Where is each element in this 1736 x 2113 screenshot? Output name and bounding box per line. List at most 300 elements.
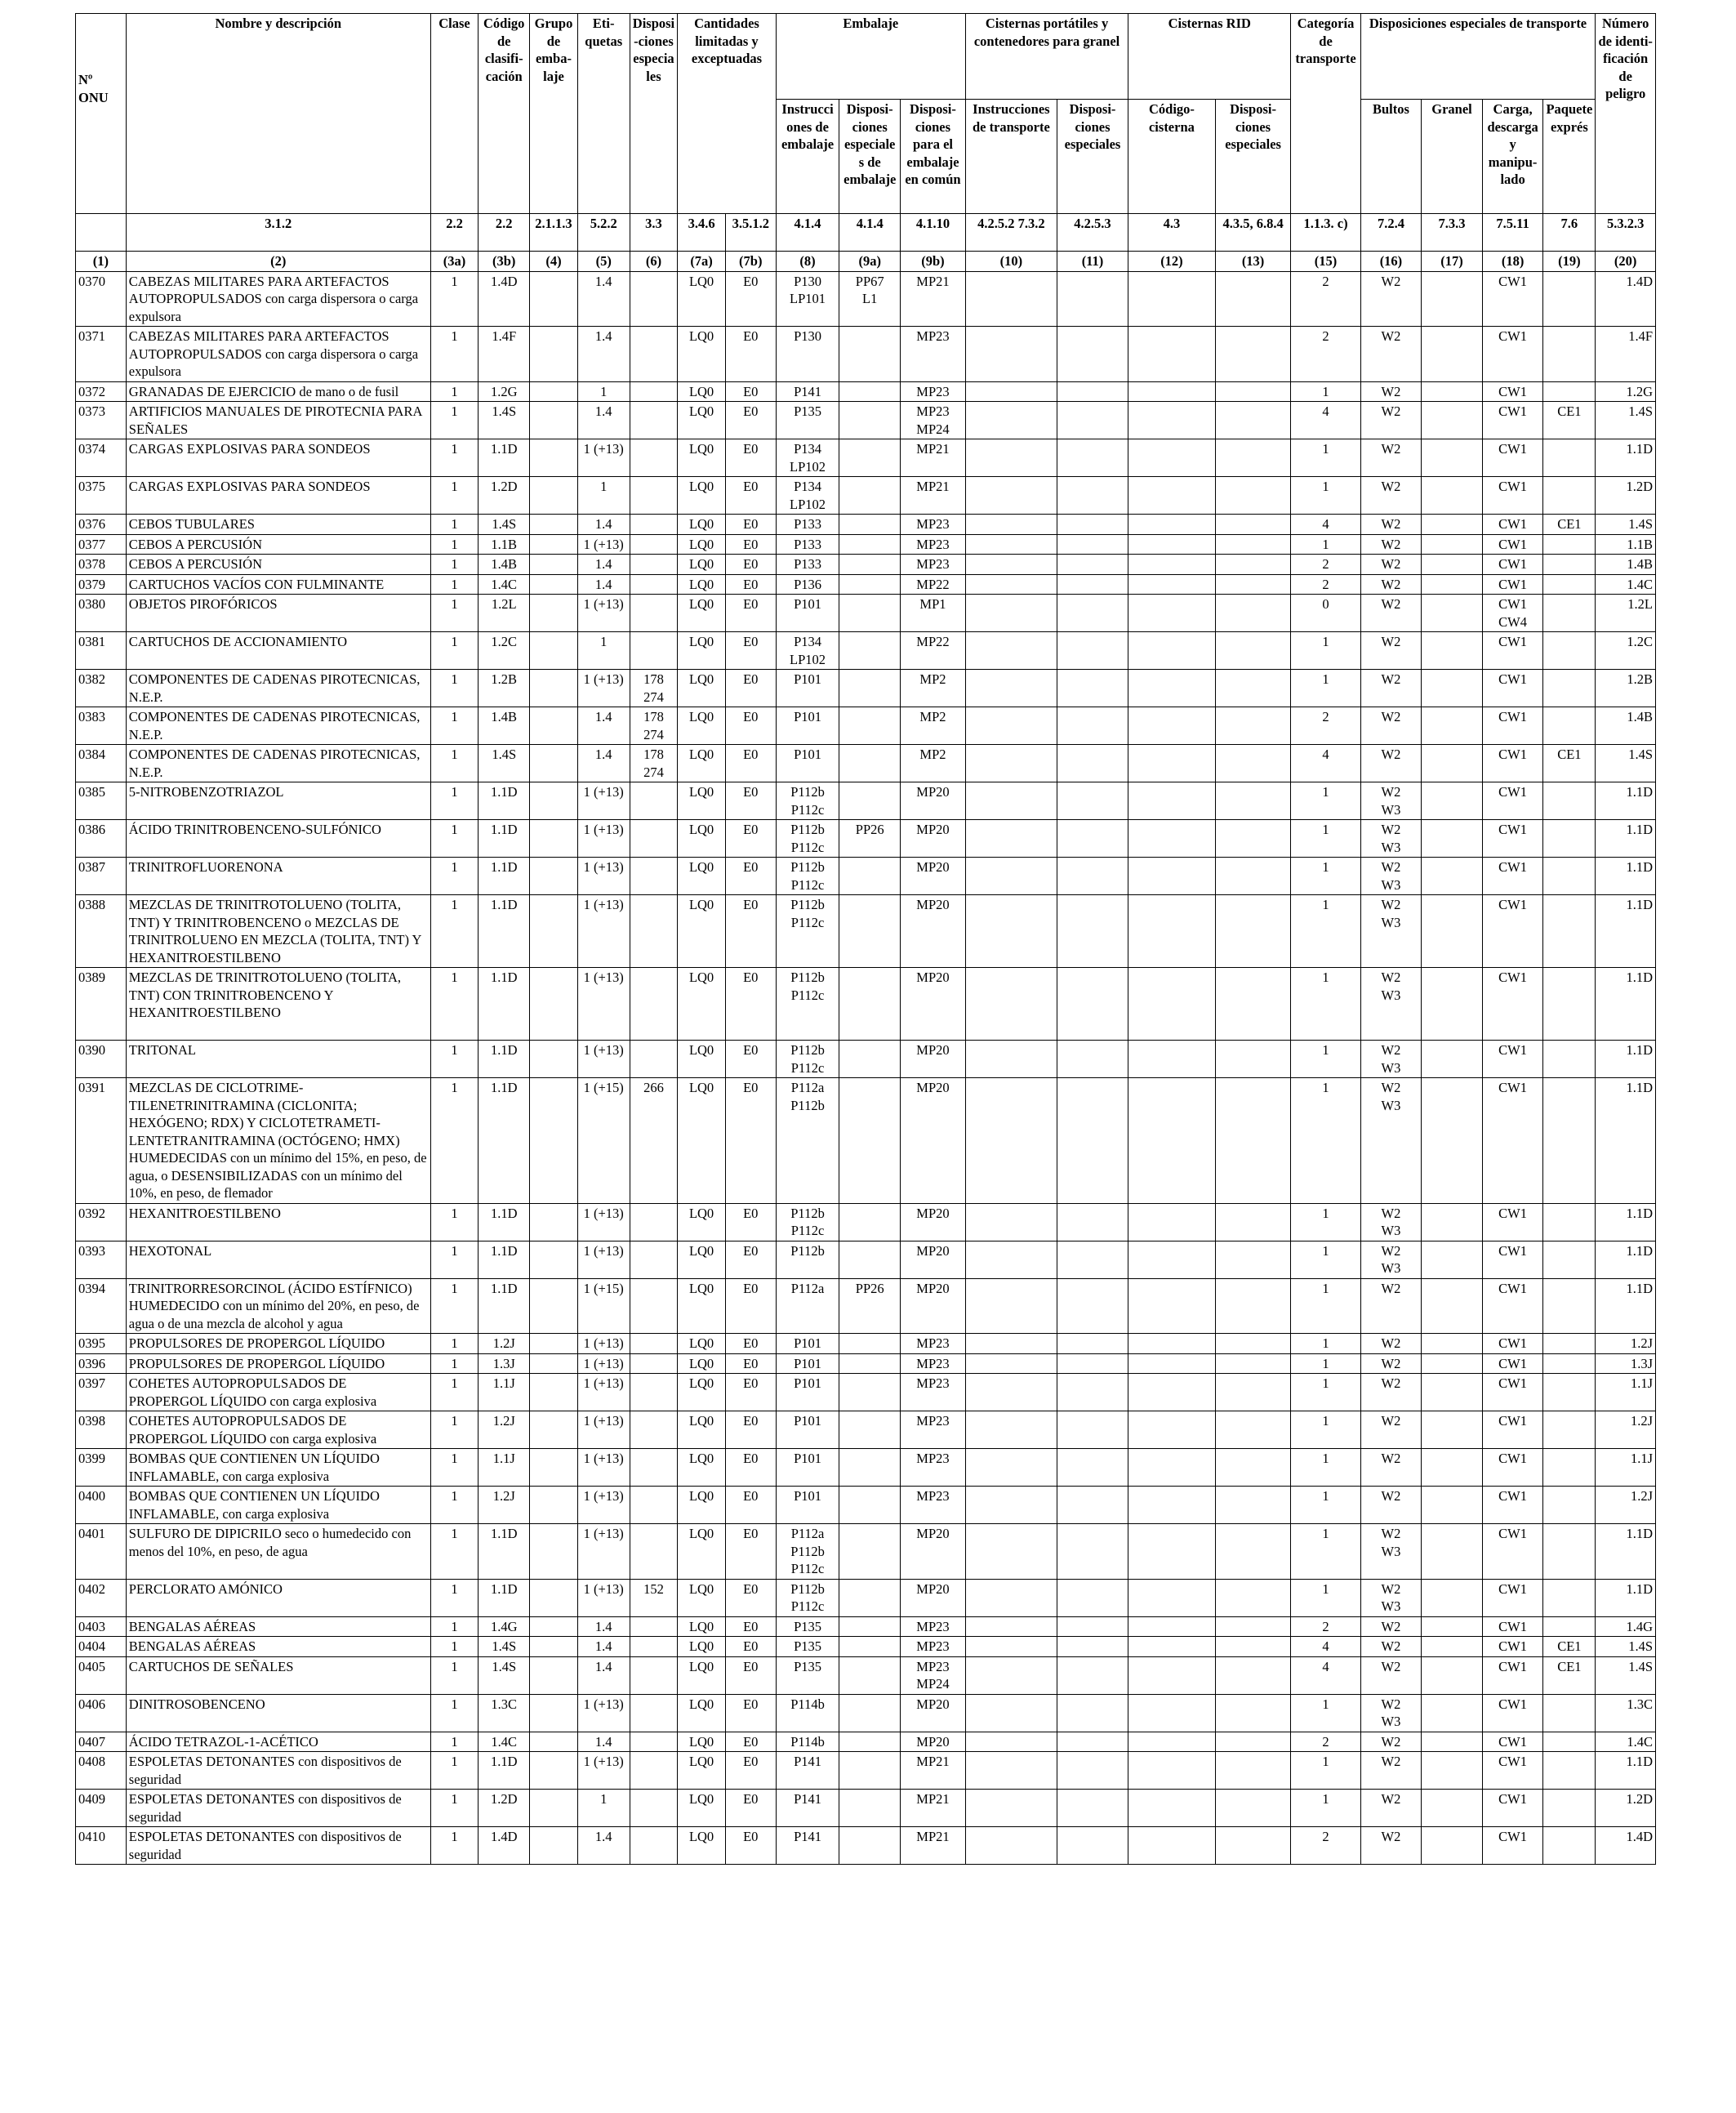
cell-lq: LQ0: [678, 1411, 726, 1449]
cell-codigo: 1.2B: [479, 670, 530, 707]
cell-disp-esp-cp: [1057, 439, 1128, 477]
cell-disp-esp-cp: [1057, 1278, 1128, 1334]
cell-disp-esp-embalaje: [839, 1078, 901, 1204]
cell-etiquetas: 1.4: [577, 1616, 630, 1637]
cell-onu: 0391: [76, 1078, 127, 1204]
col-number-cell: (1): [76, 252, 127, 272]
cell-instr-transporte: [965, 1278, 1057, 1334]
cell-disp-embalaje-comun: MP23 MP24: [901, 1656, 966, 1694]
cell-lq: LQ0: [678, 1334, 726, 1354]
cell-numero-peligro: 1.1D: [1596, 968, 1656, 1041]
table-row: [76, 439, 1656, 477]
cell-disp-esp: [630, 782, 678, 820]
cell-disp-esp-embalaje: [839, 1203, 901, 1241]
cell-granel: [1422, 1411, 1483, 1449]
cell-paquete: [1543, 1241, 1596, 1278]
cell-instr-transporte: [965, 632, 1057, 670]
cell-disp-esp-rid: [1215, 632, 1291, 670]
cell-codigo: 1.4S: [479, 402, 530, 439]
cell-carga: CW1: [1482, 1041, 1543, 1078]
cell-onu: 0376: [76, 515, 127, 535]
cell-numero-peligro: 1.4S: [1596, 515, 1656, 535]
cell-instr-embalaje: P101: [776, 1449, 839, 1487]
cell-onu: 0373: [76, 402, 127, 439]
col-number-cell: (13): [1215, 252, 1291, 272]
cell-bultos: W2: [1360, 1374, 1422, 1411]
cell-disp-esp-rid: [1215, 1732, 1291, 1752]
cell-paquete: [1543, 555, 1596, 575]
cell-lq: LQ0: [678, 1752, 726, 1790]
cell-clase: 1: [430, 1241, 479, 1278]
cell-etiquetas: 1 (+13): [577, 595, 630, 632]
cell-disp-embalaje-comun: MP23: [901, 381, 966, 402]
cell-paquete: [1543, 1579, 1596, 1616]
cell-etiquetas: 1.4: [577, 271, 630, 327]
column-number-row: [76, 252, 1656, 272]
cell-disp-esp-cp: [1057, 1078, 1128, 1204]
cell-clase: 1: [430, 632, 479, 670]
cell-lq: LQ0: [678, 381, 726, 402]
cell-clase: 1: [430, 895, 479, 968]
cell-e: E0: [725, 402, 776, 439]
cell-onu: 0372: [76, 381, 127, 402]
cell-disp-esp: [630, 1524, 678, 1580]
cell-granel: [1422, 632, 1483, 670]
cell-onu: 0377: [76, 534, 127, 555]
cell-categoria: 1: [1291, 1041, 1360, 1078]
cell-carga: CW1: [1482, 1656, 1543, 1694]
cell-codigo-cisterna: [1128, 1278, 1216, 1334]
cell-carga: CW1: [1482, 895, 1543, 968]
cell-instr-embalaje: P133: [776, 534, 839, 555]
cell-nombre: BENGALAS AÉREAS: [126, 1637, 430, 1657]
cell-codigo: 1.2J: [479, 1487, 530, 1524]
cell-clase: 1: [430, 477, 479, 515]
cell-instr-embalaje: P112a P112b P112c: [776, 1524, 839, 1580]
cell-granel: [1422, 782, 1483, 820]
cell-instr-embalaje: P134 LP102: [776, 632, 839, 670]
cell-codigo-cisterna: [1128, 534, 1216, 555]
cell-clase: 1: [430, 707, 479, 745]
cell-codigo-cisterna: [1128, 1411, 1216, 1449]
cell-onu: 0406: [76, 1694, 127, 1732]
cell-disp-esp: [630, 555, 678, 575]
cell-clase: 1: [430, 1732, 479, 1752]
cell-grupo: [530, 1374, 578, 1411]
cell-etiquetas: 1.4: [577, 1656, 630, 1694]
cell-codigo-cisterna: [1128, 895, 1216, 968]
cell-carga: CW1: [1482, 477, 1543, 515]
cell-paquete: [1543, 534, 1596, 555]
cell-granel: [1422, 555, 1483, 575]
cell-disp-esp-cp: [1057, 555, 1128, 575]
cell-clase: 1: [430, 782, 479, 820]
cell-onu: 0382: [76, 670, 127, 707]
ref-cell: 3.1.2: [126, 214, 430, 252]
cell-etiquetas: 1 (+13): [577, 968, 630, 1041]
cell-instr-embalaje: P130: [776, 327, 839, 382]
cell-grupo: [530, 574, 578, 595]
ref-cell: 4.2.5.2 7.3.2: [965, 214, 1057, 252]
cell-etiquetas: 1 (+13): [577, 1524, 630, 1580]
cell-codigo: 1.1D: [479, 1278, 530, 1334]
cell-disp-esp: [630, 1278, 678, 1334]
cell-e: E0: [725, 381, 776, 402]
cell-nombre: COHETES AUTOPROPULSADOS DE PROPERGOL LÍQUIDO con carga explosiva: [126, 1411, 430, 1449]
cell-etiquetas: 1: [577, 632, 630, 670]
cell-disp-esp-cp: [1057, 745, 1128, 782]
cell-e: E0: [725, 1203, 776, 1241]
cell-nombre: BOMBAS QUE CONTIENEN UN LÍQUIDO INFLAMABLE, con carga explosiva: [126, 1449, 430, 1487]
cell-carga: CW1: [1482, 782, 1543, 820]
cell-lq: LQ0: [678, 439, 726, 477]
cell-codigo-cisterna: [1128, 858, 1216, 895]
col-number-cell: (5): [577, 252, 630, 272]
cell-bultos: W2: [1360, 515, 1422, 535]
cell-grupo: [530, 402, 578, 439]
cell-disp-esp: 178 274: [630, 670, 678, 707]
col-number-cell: (7b): [725, 252, 776, 272]
cell-disp-embalaje-comun: MP20: [901, 1694, 966, 1732]
cell-instr-transporte: [965, 574, 1057, 595]
cell-disp-embalaje-comun: MP23: [901, 515, 966, 535]
cell-etiquetas: 1.4: [577, 1732, 630, 1752]
cell-nombre: MEZCLAS DE TRINITROTOLUENO (TOLITA, TNT) CON TRINITROBENCENO Y HEXANITROESTILBENO: [126, 968, 430, 1041]
cell-nombre: ÁCIDO TRINITROBENCENO-SULFÓNICO: [126, 820, 430, 858]
cell-disp-esp-cp: [1057, 1616, 1128, 1637]
cell-numero-peligro: 1.1J: [1596, 1374, 1656, 1411]
cell-e: E0: [725, 271, 776, 327]
cell-e: E0: [725, 782, 776, 820]
cell-disp-esp-cp: [1057, 820, 1128, 858]
cell-etiquetas: 1.4: [577, 1827, 630, 1865]
cell-disp-esp-rid: [1215, 477, 1291, 515]
cell-etiquetas: 1.4: [577, 515, 630, 535]
cell-etiquetas: 1 (+13): [577, 782, 630, 820]
cell-disp-esp-cp: [1057, 632, 1128, 670]
cell-disp-esp-rid: [1215, 555, 1291, 575]
cell-disp-esp-cp: [1057, 1374, 1128, 1411]
cell-instr-transporte: [965, 1524, 1057, 1580]
cell-disp-esp-embalaje: PP26: [839, 1278, 901, 1334]
cell-clase: 1: [430, 1790, 479, 1827]
cell-nombre: COMPONENTES DE CADENAS PIROTECNICAS, N.E.P.: [126, 670, 430, 707]
cell-disp-embalaje-comun: MP23: [901, 534, 966, 555]
cell-instr-embalaje: P134 LP102: [776, 477, 839, 515]
cell-bultos: W2: [1360, 1752, 1422, 1790]
cell-disp-esp-rid: [1215, 1790, 1291, 1827]
cell-paquete: [1543, 670, 1596, 707]
cell-paquete: CE1: [1543, 1637, 1596, 1657]
cell-codigo-cisterna: [1128, 1790, 1216, 1827]
col-disp-embalaje-comun: Disposi-ciones para el embalaje en común: [901, 100, 966, 214]
cell-disp-esp-cp: [1057, 1732, 1128, 1752]
table-row: [76, 534, 1656, 555]
cell-codigo-cisterna: [1128, 1637, 1216, 1657]
cell-carga: CW1: [1482, 1353, 1543, 1374]
cell-granel: [1422, 1637, 1483, 1657]
cell-clase: 1: [430, 858, 479, 895]
cell-categoria: 4: [1291, 745, 1360, 782]
cell-disp-esp-rid: [1215, 1579, 1291, 1616]
cell-nombre: PROPULSORES DE PROPERGOL LÍQUIDO: [126, 1334, 430, 1354]
cell-categoria: 1: [1291, 1449, 1360, 1487]
cell-disp-esp-cp: [1057, 477, 1128, 515]
cell-disp-embalaje-comun: MP23 MP24: [901, 402, 966, 439]
cell-carga: CW1: [1482, 402, 1543, 439]
cell-instr-embalaje: P114b: [776, 1694, 839, 1732]
cell-clase: 1: [430, 968, 479, 1041]
cell-e: E0: [725, 1694, 776, 1732]
cell-carga: CW1: [1482, 968, 1543, 1041]
cell-codigo-cisterna: [1128, 782, 1216, 820]
cell-instr-embalaje: P101: [776, 1487, 839, 1524]
cell-disp-esp-embalaje: [839, 968, 901, 1041]
cell-grupo: [530, 327, 578, 382]
cell-codigo-cisterna: [1128, 1827, 1216, 1865]
table-row: [76, 968, 1656, 1041]
cell-grupo: [530, 670, 578, 707]
cell-disp-esp-rid: [1215, 1203, 1291, 1241]
cell-instr-embalaje: P101: [776, 1353, 839, 1374]
cell-disp-esp: [630, 534, 678, 555]
cell-carga: CW1: [1482, 632, 1543, 670]
cell-nombre: CABEZAS MILITARES PARA ARTEFACTOS AUTOPROPULSADOS con carga dispersora o carga expulsora: [126, 327, 430, 382]
cell-categoria: 1: [1291, 1694, 1360, 1732]
cell-paquete: [1543, 1278, 1596, 1334]
cell-paquete: [1543, 1524, 1596, 1580]
cell-bultos: W2: [1360, 477, 1422, 515]
cell-instr-embalaje: P141: [776, 381, 839, 402]
table-row: [76, 1752, 1656, 1790]
cell-disp-esp-rid: [1215, 968, 1291, 1041]
cell-instr-embalaje: P112b P112c: [776, 1041, 839, 1078]
cell-instr-embalaje: P141: [776, 1752, 839, 1790]
col-disp-esp: Disposi-ciones especiales: [630, 14, 678, 214]
col-bultos: Bultos: [1360, 100, 1422, 214]
cell-categoria: 1: [1291, 1579, 1360, 1616]
cell-disp-embalaje-comun: MP20: [901, 1524, 966, 1580]
col-number-cell: (2): [126, 252, 430, 272]
cell-disp-esp-embalaje: [839, 1732, 901, 1752]
cell-lq: LQ0: [678, 515, 726, 535]
cell-granel: [1422, 402, 1483, 439]
cell-lq: LQ0: [678, 968, 726, 1041]
cell-numero-peligro: 1.2L: [1596, 595, 1656, 632]
ref-cell: 1.1.3. c): [1291, 214, 1360, 252]
cell-codigo: 1.1D: [479, 1041, 530, 1078]
cell-paquete: CE1: [1543, 745, 1596, 782]
cell-onu: 0371: [76, 327, 127, 382]
cell-numero-peligro: 1.4C: [1596, 574, 1656, 595]
cell-bultos: W2 W3: [1360, 1524, 1422, 1580]
cell-disp-esp-rid: [1215, 534, 1291, 555]
cell-disp-esp-rid: [1215, 1241, 1291, 1278]
cell-disp-esp: [630, 1411, 678, 1449]
cell-clase: 1: [430, 1353, 479, 1374]
cell-disp-esp-embalaje: [839, 1411, 901, 1449]
cell-clase: 1: [430, 1411, 479, 1449]
cell-granel: [1422, 1487, 1483, 1524]
cell-e: E0: [725, 745, 776, 782]
cell-paquete: [1543, 1078, 1596, 1204]
cell-nombre: CARTUCHOS DE SEÑALES: [126, 1656, 430, 1694]
cell-bultos: W2 W3: [1360, 1579, 1422, 1616]
cell-categoria: 2: [1291, 1827, 1360, 1865]
cell-codigo: 1.4B: [479, 555, 530, 575]
cell-disp-esp-embalaje: [839, 1487, 901, 1524]
cell-nombre: ARTIFICIOS MANUALES DE PIROTECNIA PARA SEÑALES: [126, 402, 430, 439]
cell-codigo-cisterna: [1128, 670, 1216, 707]
cell-numero-peligro: 1.2J: [1596, 1411, 1656, 1449]
cell-codigo-cisterna: [1128, 402, 1216, 439]
cell-codigo-cisterna: [1128, 707, 1216, 745]
cell-bultos: W2: [1360, 595, 1422, 632]
cell-onu: 0393: [76, 1241, 127, 1278]
cell-disp-esp: [630, 477, 678, 515]
cell-disp-embalaje-comun: MP20: [901, 1278, 966, 1334]
cell-onu: 0399: [76, 1449, 127, 1487]
cell-disp-embalaje-comun: MP23: [901, 1616, 966, 1637]
cell-nombre: ESPOLETAS DETONANTES con dispositivos de seguridad: [126, 1752, 430, 1790]
cell-codigo-cisterna: [1128, 595, 1216, 632]
cell-disp-esp: [630, 271, 678, 327]
cell-etiquetas: 1.4: [577, 327, 630, 382]
cell-disp-embalaje-comun: MP23: [901, 1353, 966, 1374]
cell-disp-esp-cp: [1057, 595, 1128, 632]
cell-disp-esp-embalaje: [839, 1579, 901, 1616]
cell-categoria: 1: [1291, 858, 1360, 895]
cell-codigo: 1.1D: [479, 968, 530, 1041]
cell-numero-peligro: 1.4S: [1596, 402, 1656, 439]
cell-numero-peligro: 1.1D: [1596, 782, 1656, 820]
cell-clase: 1: [430, 381, 479, 402]
cell-granel: [1422, 1656, 1483, 1694]
cell-codigo: 1.2C: [479, 632, 530, 670]
cell-lq: LQ0: [678, 1041, 726, 1078]
cell-nombre: SULFURO DE DIPICRILO seco o humedecido con menos del 10%, en peso, de agua: [126, 1524, 430, 1580]
cell-instr-transporte: [965, 1732, 1057, 1752]
cell-disp-esp-cp: [1057, 1449, 1128, 1487]
cell-lq: LQ0: [678, 820, 726, 858]
cell-granel: [1422, 1449, 1483, 1487]
cell-disp-esp: [630, 574, 678, 595]
col-codigo-cisterna: Código-cisterna: [1128, 100, 1216, 214]
cell-disp-esp: [630, 1334, 678, 1354]
cell-onu: 0389: [76, 968, 127, 1041]
table-row: [76, 1579, 1656, 1616]
cell-e: E0: [725, 1656, 776, 1694]
cell-codigo: 1.4S: [479, 515, 530, 535]
cell-e: E0: [725, 1524, 776, 1580]
cell-codigo-cisterna: [1128, 968, 1216, 1041]
cell-lq: LQ0: [678, 1732, 726, 1752]
cell-nombre: ESPOLETAS DETONANTES con dispositivos de seguridad: [126, 1790, 430, 1827]
table-header: [76, 14, 1656, 272]
cell-codigo-cisterna: [1128, 745, 1216, 782]
col-granel: Granel: [1422, 100, 1483, 214]
cell-carga: CW1: [1482, 555, 1543, 575]
cell-instr-transporte: [965, 1241, 1057, 1278]
cell-codigo-cisterna: [1128, 1374, 1216, 1411]
cell-e: E0: [725, 820, 776, 858]
cell-disp-esp-rid: [1215, 1524, 1291, 1580]
cell-etiquetas: 1.4: [577, 574, 630, 595]
cell-paquete: [1543, 1411, 1596, 1449]
cell-disp-esp: [630, 1694, 678, 1732]
cell-numero-peligro: 1.4F: [1596, 327, 1656, 382]
cell-codigo: 1.2L: [479, 595, 530, 632]
cell-disp-esp: 178 274: [630, 745, 678, 782]
cell-carga: CW1: [1482, 1374, 1543, 1411]
cell-disp-esp-cp: [1057, 1694, 1128, 1732]
cell-carga: CW1: [1482, 1241, 1543, 1278]
cell-onu: 0403: [76, 1616, 127, 1637]
cell-etiquetas: 1 (+13): [577, 1694, 630, 1732]
cell-disp-esp-cp: [1057, 707, 1128, 745]
cell-etiquetas: 1 (+15): [577, 1278, 630, 1334]
cell-disp-esp-rid: [1215, 1041, 1291, 1078]
table-row: [76, 745, 1656, 782]
cell-instr-embalaje: P101: [776, 1411, 839, 1449]
cell-carga: CW1: [1482, 1637, 1543, 1657]
cell-codigo: 1.1D: [479, 820, 530, 858]
table-row: [76, 1487, 1656, 1524]
cell-paquete: [1543, 1353, 1596, 1374]
cell-clase: 1: [430, 271, 479, 327]
cell-granel: [1422, 1203, 1483, 1241]
cell-clase: 1: [430, 1078, 479, 1204]
cell-grupo: [530, 477, 578, 515]
cell-carga: CW1 CW4: [1482, 595, 1543, 632]
cell-codigo-cisterna: [1128, 574, 1216, 595]
cell-onu: 0396: [76, 1353, 127, 1374]
cell-disp-esp-embalaje: [839, 1449, 901, 1487]
cell-nombre: ESPOLETAS DETONANTES con dispositivos de seguridad: [126, 1827, 430, 1865]
cell-disp-esp-embalaje: [839, 895, 901, 968]
col-cisternas-rid: Cisternas RID: [1128, 14, 1291, 100]
cell-carga: CW1: [1482, 858, 1543, 895]
cell-disp-embalaje-comun: MP23: [901, 1637, 966, 1657]
cell-etiquetas: 1.4: [577, 707, 630, 745]
cell-disp-esp-cp: [1057, 1203, 1128, 1241]
cell-disp-esp-embalaje: [839, 439, 901, 477]
cell-disp-esp-embalaje: [839, 670, 901, 707]
cell-instr-embalaje: P112b P112c: [776, 895, 839, 968]
cell-instr-transporte: [965, 381, 1057, 402]
cell-instr-transporte: [965, 1334, 1057, 1354]
cell-disp-esp-cp: [1057, 574, 1128, 595]
cell-disp-esp-rid: [1215, 1752, 1291, 1790]
ref-cell: 4.2.5.3: [1057, 214, 1128, 252]
cell-e: E0: [725, 1790, 776, 1827]
cell-etiquetas: 1 (+13): [577, 670, 630, 707]
cell-carga: CW1: [1482, 1334, 1543, 1354]
cell-lq: LQ0: [678, 1790, 726, 1827]
cell-carga: CW1: [1482, 381, 1543, 402]
cell-bultos: W2: [1360, 1656, 1422, 1694]
cell-grupo: [530, 1752, 578, 1790]
cell-disp-esp-embalaje: [839, 515, 901, 535]
cell-etiquetas: 1 (+13): [577, 1203, 630, 1241]
cell-codigo-cisterna: [1128, 439, 1216, 477]
ref-cell: 7.2.4: [1360, 214, 1422, 252]
cell-carga: CW1: [1482, 271, 1543, 327]
cell-lq: LQ0: [678, 1579, 726, 1616]
col-categoria: Categoría de transporte: [1291, 14, 1360, 214]
cell-disp-esp-cp: [1057, 968, 1128, 1041]
cell-instr-embalaje: P134 LP102: [776, 439, 839, 477]
